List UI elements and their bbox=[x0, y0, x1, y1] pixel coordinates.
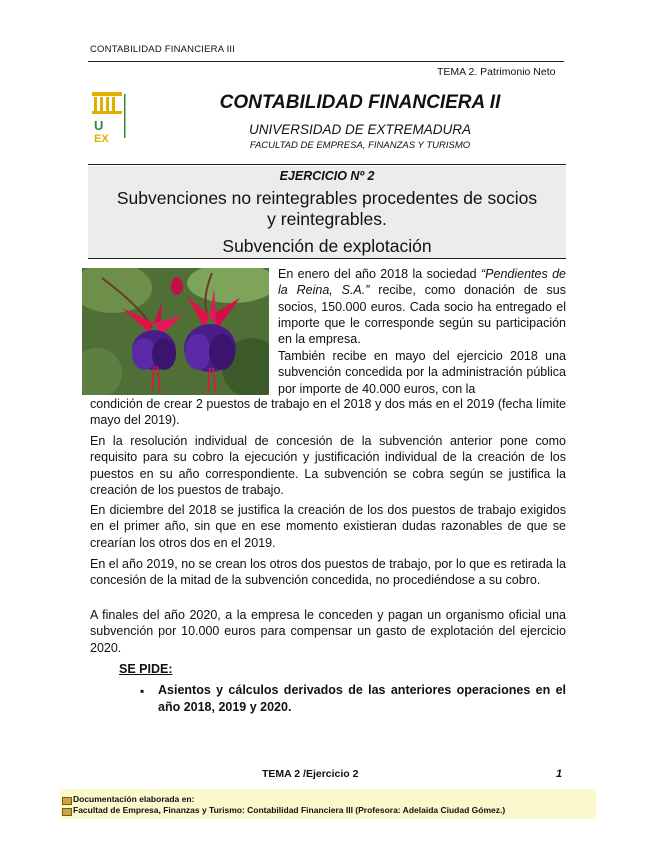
faculty-name: FACULTAD DE EMPRESA, FINANZAS Y TURISMO bbox=[249, 140, 471, 151]
fuchsia-flower-photo bbox=[82, 268, 269, 395]
paragraph-6: A finales del año 2020, a la empresa le conceden y pagan un organismo oficial una subvención por 10.000 euros para compensar un gasto de explotación del ejercicio 2020. bbox=[90, 608, 566, 655]
se-pide-heading: SE PIDE: bbox=[119, 662, 173, 676]
university-name: UNIVERSIDAD DE EXTREMADURA bbox=[248, 122, 472, 137]
exercise-subtitle-line2: y reintegrables. bbox=[267, 209, 387, 229]
uex-logo-icon bbox=[90, 88, 130, 143]
requirement-item: Asientos y cálculos derivados de las anteriores operaciones en el año 2018, 2019 y 2020. bbox=[158, 683, 566, 714]
footer-tema: TEMA 2 /Ejercicio 2 bbox=[262, 768, 359, 780]
paragraph-3: En la resolución individual de concesión de la subvención anterior pone como requisito para su cobro la ejecución y justificación individual de la creación de los puestos en su año correspondiente. La subvención se cobra según se justifica la creación de los puestos de trabajo. bbox=[90, 434, 566, 497]
paragraph-5: En el año 2019, no se crean los otros dos puestos de trabajo, por lo que es retirada la concesión de la mitad de la subvención concedida, no procediéndose a su cobro. bbox=[90, 557, 566, 588]
page-number: 1 bbox=[556, 768, 563, 780]
exercise-subtitle-secondary: Subvención de explotación bbox=[222, 236, 432, 256]
paragraph-1-text: En enero del año 2018 la sociedad bbox=[278, 267, 481, 281]
title-rule bbox=[88, 164, 566, 165]
documentation-source: Facultad de Empresa, Finanzas y Turismo: Contabilidad Financiera III (Profesora: Adelaida Ciudad Gómez.) bbox=[73, 805, 506, 815]
paragraph-2-start: También recibe en mayo del ejercicio 2018 una subvención concedida por la administración pública por importe de 40.000 euros, con la bbox=[278, 349, 566, 396]
exercise-label: EJERCICIO Nº 2 bbox=[279, 169, 375, 183]
svg-text:EX: EX bbox=[94, 133, 109, 143]
header-rule bbox=[88, 61, 564, 62]
running-header: CONTABILIDAD FINANCIERA III bbox=[90, 44, 236, 55]
paragraph-2-end: condición de crear 2 puestos de trabajo en el 2018 y dos más en el 2019 (fecha límite mayo del 2019). bbox=[90, 397, 566, 428]
paragraph-4: En diciembre del 2018 se justifica la creación de los dos puestos de trabajo exigidos en el primer año, sin que en ese momento existieran dudas razonables de que se crearían los otros dos en el 2019. bbox=[90, 503, 566, 550]
document-icon bbox=[62, 808, 72, 816]
company-name: “Pendientes de la Reina, S.A.” bbox=[278, 267, 566, 298]
bullet-icon: ▪ bbox=[140, 684, 145, 698]
main-title: CONTABILIDAD FINANCIERA II bbox=[219, 92, 501, 113]
exercise-subtitle bbox=[92, 188, 562, 230]
paragraph-1 bbox=[278, 266, 566, 347]
paragraph-1-text-end: recibe, como donación de sus socios, 150.000 euros. Cada socio ha entregado el importe que le corresponde según su participación en la empresa. bbox=[278, 283, 567, 347]
document-icon bbox=[62, 797, 72, 805]
exercise-subtitle-line1: Subvenciones no reintegrables procedentes de socios bbox=[116, 188, 538, 208]
svg-text:U: U bbox=[94, 118, 104, 133]
tema-header: TEMA 2. Patrimonio Neto bbox=[437, 66, 556, 78]
documentation-label: Documentación elaborada en: bbox=[73, 794, 195, 804]
